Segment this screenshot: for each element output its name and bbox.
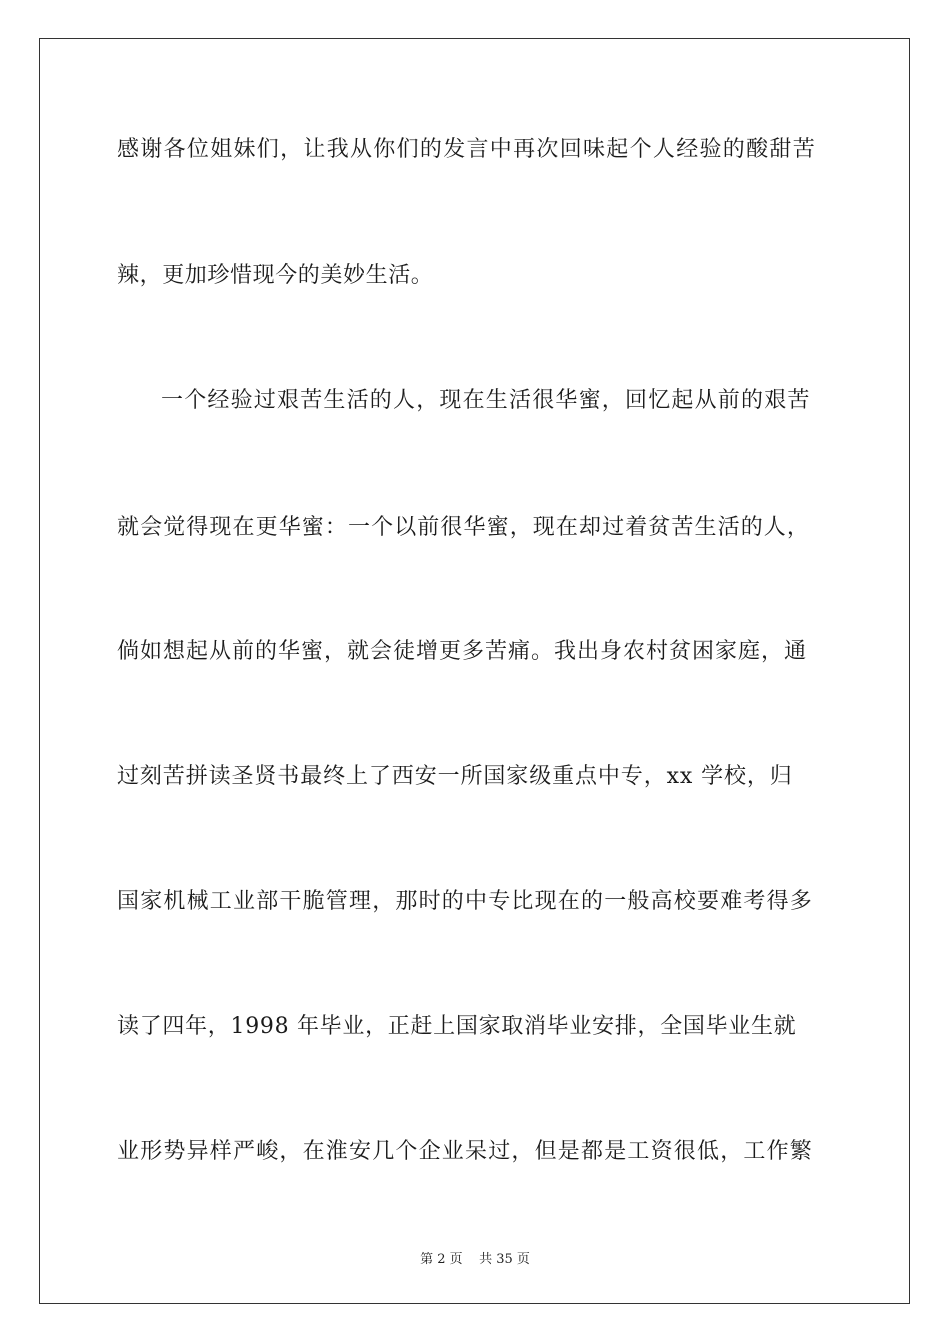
text-line: 国家机械工业部干脆管理，那时的中专比现在的一般高校要难考得多	[117, 889, 814, 914]
page-number-footer: 第 2 页 共 35 页	[420, 1252, 530, 1267]
page-border	[39, 38, 910, 1304]
text-line: 感谢各位姐妹们，让我从你们的发言中再次回味起个人经验的酸甜苦	[117, 137, 817, 162]
text-line: 就会觉得现在更华蜜：一个以前很华蜜，现在却过着贫苦生活的人，	[117, 515, 811, 540]
text-line: 读了四年，1998 年毕业，正赶上国家取消毕业安排，全国毕业生就	[117, 1014, 797, 1039]
text-line: 过刻苦拼读圣贤书最终上了西安一所国家级重点中专，xx 学校，归	[117, 764, 793, 789]
paragraph-start-line: 一个经验过艰苦生活的人，现在生活很华蜜，回忆起从前的艰苦	[161, 388, 811, 413]
text-line: 倘如想起从前的华蜜，就会徒增更多苦痛。我出身农村贫困家庭，通	[117, 639, 808, 664]
text-line: 辣，更加珍惜现今的美妙生活。	[117, 263, 434, 288]
text-line: 业形势异样严峻，在淮安几个企业呆过，但是都是工资很低，工作繁	[117, 1139, 814, 1164]
